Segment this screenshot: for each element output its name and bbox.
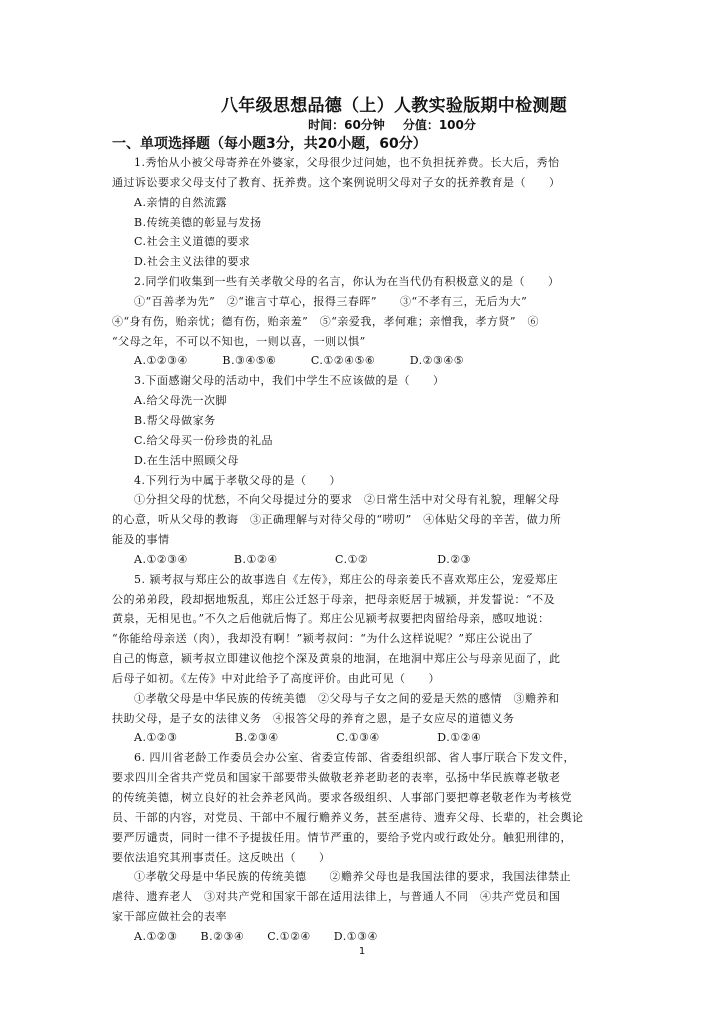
text-line: ①“百善孝为先” ②“谁言寸草心，报得三春晖” ③“不孝有三，无后为大”: [134, 294, 528, 308]
text-line: 能及的事情: [112, 533, 170, 547]
text-line: A.①②③④ B.①②④ C.①② D.②③: [134, 552, 471, 566]
text-line: 4.下列行为中属于孝敬父母的是（ ）: [134, 473, 341, 487]
text-line: 后母子如初。《左传》中对此给予了高度评价。由此可见（ ）: [112, 671, 440, 685]
exam-meta: [0, 117, 724, 133]
text-line: 员、干部的内容，对党员、干部中不履行赡养义务，甚至虐待、遗弃父母、长辈的，社会舆论: [112, 810, 584, 824]
text-line: B.帮父母做家务: [134, 413, 216, 427]
text-line: 家干部应做社会的表率: [112, 910, 227, 924]
text-line: “父母之年，不可以不知也，一则以喜，一则以惧”: [112, 334, 366, 348]
text-line: B.传统美德的彰显与发扬: [134, 215, 262, 229]
text-line: “你能给母亲送（肉），我却没有啊！”颍考叔问：“为什么这样说呢？”郑庄公说出了: [112, 632, 534, 646]
text-line: A.给父母洗一次脚: [134, 394, 227, 408]
page-number: 1: [358, 946, 366, 957]
text-line: D.在生活中照顾父母: [134, 453, 239, 467]
text-line: 公的弟弟段，段却据地叛乱，郑庄公迁怒于母亲，把母亲贬居于城颍，并发誓说：“不及: [112, 592, 556, 606]
section-heading: 一、单项选择题（每小题3分，共20小题，60分）: [112, 136, 427, 152]
text-line: 要依法追究其刑事责任。这反映出（ ）: [112, 850, 331, 864]
text-line: A.①②③④ B.③④⑤⑥ C.①②④⑤⑥ D.②③④⑤: [134, 354, 465, 368]
text-line: D.社会主义法律的要求: [134, 255, 251, 269]
question-body: [112, 153, 620, 947]
text-line: 自己的悔意，颍考叔立即建议他挖个深及黄泉的地洞，在地洞中郑庄公与母亲见面了，此: [112, 652, 561, 666]
text-line: 扶助父母，是子女的法律义务 ④报答父母的养育之恩，是子女应尽的道德义务: [112, 711, 515, 725]
text-line: 的心意，听从父母的教诲 ③正确理解与对待父母的“唠叨” ④体贴父母的辛苦，做力所: [112, 513, 562, 527]
text-line: ④“身有伤，贻亲忧；德有伤，贻亲羞” ⑤“亲爱我，孝何难；亲憎我，孝方贤” ⑥: [112, 314, 539, 328]
text-line: 2.同学们收集到一些有关孝敬父母的名言，你认为在当代仍有积极意义的是（ ）: [134, 275, 560, 289]
text-line: 5. 颍考叔与郑庄公的故事选自《左传》，郑庄公的母亲姜氏不喜欢郑庄公，宠爱郑庄: [134, 572, 558, 586]
text-line: A.①②③ B.②③④ C.①②④ D.①③④: [134, 929, 378, 943]
text-line: A.①②③ B.②③④ C.①③④ D.①②④: [134, 731, 482, 745]
exam-title: 八年级思想品德（上）人教实验版期中检测题: [221, 96, 567, 116]
text-line: C.给父母买一份珍贵的礼品: [134, 433, 274, 447]
text-line: A.亲情的自然流露: [134, 195, 227, 209]
text-line: 通过诉讼要求父母支付了教育、抚养费。这个案例说明父母对子女的抚养教育是（ ）: [112, 175, 561, 189]
text-line: 1.秀怡从小被父母寄养在外婆家，父母很少过问她，也不负担抚养费。长大后，秀怡: [134, 156, 560, 169]
text-line: 要严厉谴责，同时一律不予提拔任用。情节严重的，要给予党内或行政处分。触犯刑律的，: [112, 830, 572, 844]
text-line: ①孝敬父母是中华民族的传统美德 ②父母与子女之间的爱是天然的感情 ③赡养和: [134, 691, 560, 705]
text-line: ①孝敬父母是中华民族的传统美德 ②赡养父母也是我国法律的要求，我国法律禁止: [134, 870, 571, 884]
text-line: 3.下面感谢父母的活动中，我们中学生不应该做的是（ ）: [134, 374, 445, 388]
text-line: C.社会主义道德的要求: [134, 235, 251, 249]
text-line: 要求四川全省共产党员和国家干部要带头做敬老养老助老的表率，弘扬中华民族尊老敬老: [112, 771, 561, 785]
text-line: 虐待、遗弃老人 ③对共产党和国家干部在适用法律上，与普通人不同 ④共产党员和国: [112, 890, 561, 904]
exam-time: 时间：60分钟: [308, 118, 385, 132]
text-line: 的传统美德，树立良好的社会养老风尚。要求各级组织、人事部门要把尊老敬老作为考核党: [112, 791, 572, 804]
text-line: 黄泉，无相见也。”不久之后他就后悔了。郑庄公见颍考叔要把肉留给母亲，感叹地说：: [112, 612, 550, 626]
exam-score: 分值：100分: [402, 118, 476, 132]
text-line: 6. 四川省老龄工作委员会办公室、省委宣传部、省委组织部、省人事厅联合下发文件，: [134, 751, 575, 765]
text-line: ①分担父母的忧愁，不向父母提过分的要求 ②日常生活中对父母有礼貌，理解父母: [134, 493, 560, 507]
